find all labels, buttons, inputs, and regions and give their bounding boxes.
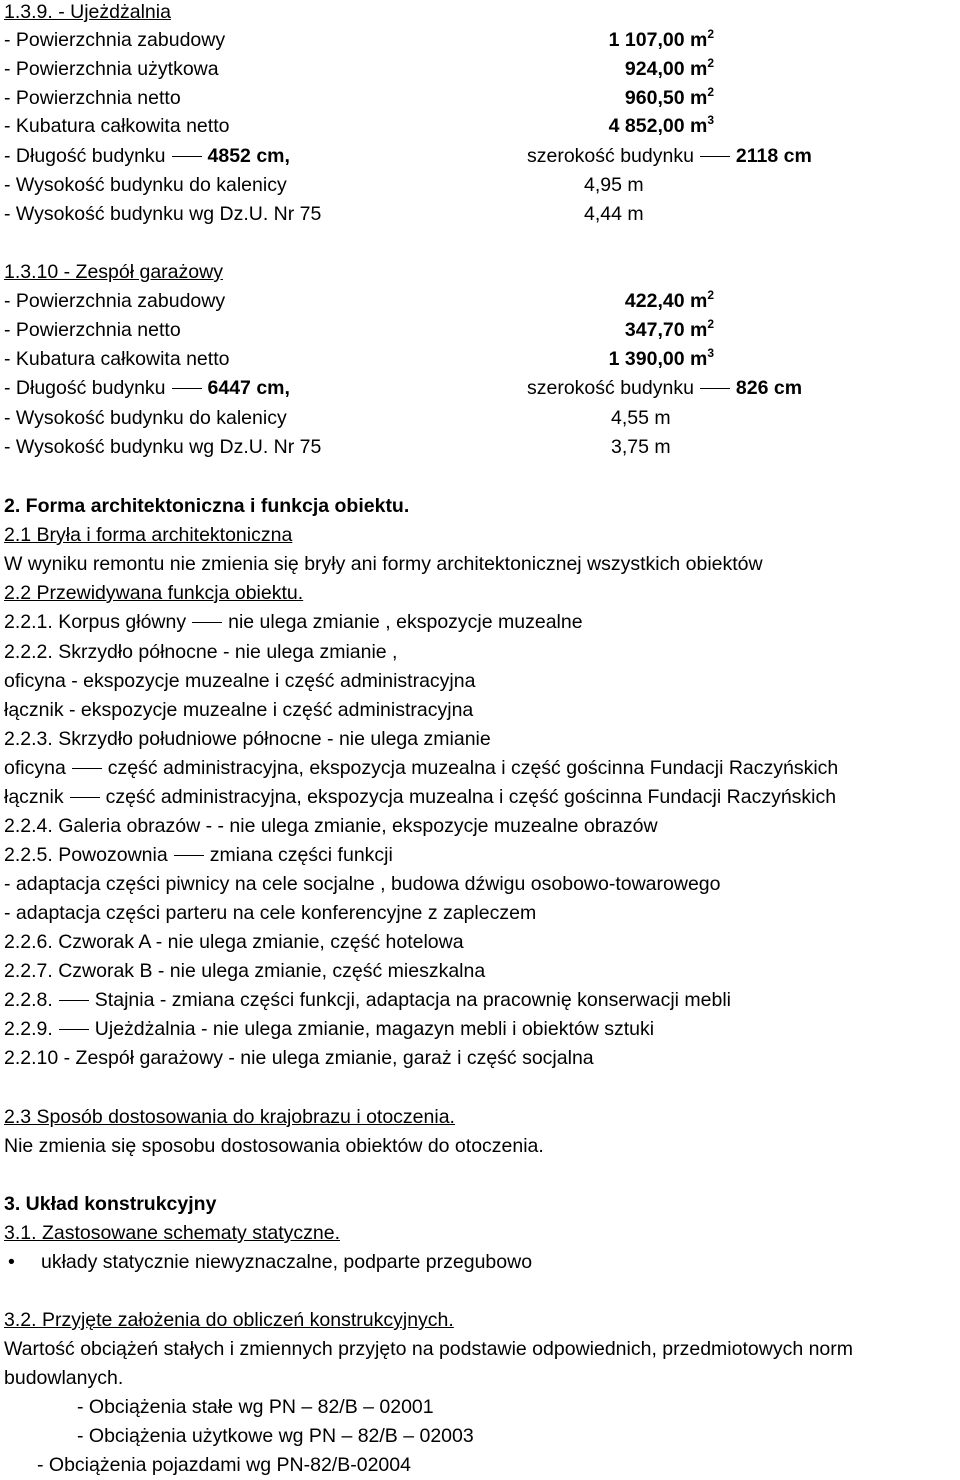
- bullet-icon: •: [8, 1251, 15, 1273]
- item-2-2-1: 2.2.1. Korpus główny nie ulega zmianie , ekspozycje muzealne: [4, 611, 583, 633]
- row-label: - Powierzchnia użytkowa: [4, 58, 219, 80]
- item-2-2-5: 2.2.5. Powozownia zmiana części funkcji: [4, 844, 393, 866]
- row-value: 3,75 m: [611, 436, 671, 458]
- row-label: - Wysokość budynku do kalenicy: [4, 174, 287, 196]
- document-page: 1.3.9. - Ujeżdżalnia - Powierzchnia zabudowy 1 107,00 $m^2$ - Powierzchnia użytkowa 924,00 $m^2$ - Powierzchnia netto 960,50 $m^2$ - Kubatura całkowita netto 4 852,00 $m^3$ - Długość budynku 4852 cm, szerokość budynku 2118 cm - Wysokość budynku do kalenicy 4,95 m - Wysokość budynku wg Dz.U. Nr 75 4,44 m 1.3.10 - Zespół garażowy - Powierzchnia zabudowy 422,40 $m^2$ - Powierzchnia netto 347,70 $m^2$ - Kubatura całkowita netto 1 390,00 $m^3$ - Długość budynku 6447 cm, szerokość budynku 826 cm - Wysokość budynku do kalenicy 4,55 m - Wysokość budynku wg Dz.U. Nr 75 3,75 m 2. Forma architektoniczna i funkcja obiektu. 2.1 Bryła i forma architektoniczna W wyniku remontu nie zmienia się bryły ani formy architektonicznej wszystkich obiektów 2.2 Przewidywana funkcja obiektu. 2.2.1. Korpus główny nie ulega zmianie , ekspozycje muzealne 2.2.2. Skrzydło północne - nie ulega zmianie , oficyna - ekspozycje muzealne i część administracyjna łącznik - ekspozycje muzealne i część administracyjna 2.2.3. Skrzydło południowe północne - nie ulega zmianie oficyna część administracyjna, ekspozycja muzealna i część gościnna Fundacji Raczyńskich łącznik część administracyjna, ekspozycja muzealna i część gościnna Fundacji Raczyńskich 2.2.4. Galeria obrazów - - nie ulega zmianie, ekspozycje muzealne obrazów 2.2.5. Powozownia zmiana części funkcji - adaptacja części piwnicy na cele socjalne , budowa dźwigu osobowo-towarowego - adaptacja części parteru na cele konferencyjne z zapleczem 2.2.6. Czworak A - nie ulega zmianie, część hotelowa 2.2.7. Czworak B - nie ulega zmianie, część mieszkalna 2.2.8. Stajnia - zmiana części funkcji, adaptacja na pracownię konserwacji mebli 2.2.9. Ujeżdżalnia - nie ulega zmianie, magazyn mebli i obiektów sztuki 2.2.10 - Zespół garażowy - nie ulega zmianie, garaż i część socjalna 2.3 Sposób dostosowania do krajobrazu i otoczenia. Nie zmienia się sposobu dostosowania obiektów do otoczenia. 3. Układ konstrukcyjny 3.1. Zastosowane schematy statyczne. • układy statycznie niewyznaczalne, podparte przegubowo 3.2. Przyjęte założenia do obliczeń konstrukcyjnych. Wartość obciążeń stałych i zmiennych przyjęto na podstawie odpowiednich, przedmiotowych norm budowlanych. - Obciążenia stałe wg PN – 82/B – 02001 - Obciążenia użytkowe wg PN – 82/B – 02003 - Obciążenia pojazdami wg PN-82/B-02004: [4, 1, 854, 1476]
- dash: [174, 855, 204, 856]
- dash: [700, 388, 730, 389]
- item-2-2-9: 2.2.9. Ujeżdżalnia - nie ulega zmianie, magazyn mebli i obiektów sztuki: [4, 1018, 655, 1040]
- row-value: 924,00 $m^2$: [624, 55, 714, 80]
- dash: [59, 1029, 89, 1030]
- load-item: - Obciążenia użytkowe wg PN – 82/B – 02003: [77, 1425, 474, 1447]
- item-2-2-2: 2.2.2. Skrzydło północne - nie ulega zmianie ,: [4, 641, 398, 663]
- dash: [192, 622, 222, 623]
- row-value: 4 852,00 $m^3$: [608, 112, 714, 137]
- row-label: - Powierzchnia netto: [4, 87, 181, 109]
- subsection-2-3: 2.3 Sposób dostosowania do krajobrazu i otoczenia.: [4, 1106, 455, 1128]
- paragraph: Nie zmienia się sposobu dostosowania obiektów do otoczenia.: [4, 1135, 544, 1157]
- paragraph: łącznik część administracyjna, ekspozycja muzealna i część gościnna Fundacji Raczyńskich: [4, 786, 837, 808]
- row-label: - Powierzchnia zabudowy: [4, 290, 226, 312]
- load-item: - Obciążenia stałe wg PN – 82/B – 02001: [77, 1396, 434, 1418]
- item-2-2-7: 2.2.7. Czworak B - nie ulega zmianie, część mieszkalna: [4, 960, 486, 982]
- row-label: - Powierzchnia zabudowy: [4, 29, 226, 51]
- row-label: - Wysokość budynku wg Dz.U. Nr 75: [4, 203, 322, 225]
- width-row: szerokość budynku 826 cm: [527, 377, 803, 399]
- paragraph: W wyniku remontu nie zmienia się bryły ani formy architektonicznej wszystkich obiektów: [4, 553, 763, 575]
- row-value: 960,50 $m^2$: [624, 84, 714, 109]
- item-2-2-10: 2.2.10 - Zespół garażowy - nie ulega zmianie, garaż i część socjalna: [4, 1047, 594, 1069]
- section-heading-3: 3. Układ konstrukcyjny: [4, 1193, 217, 1215]
- paragraph: Wartość obciążeń stałych i zmiennych przyjęto na podstawie odpowiednich, przedmiotowych norm: [4, 1338, 854, 1360]
- paragraph: oficyna część administracyjna, ekspozycja muzealna i część gościnna Fundacji Raczyńskich: [4, 757, 839, 779]
- row-value: 4,95 m: [584, 174, 644, 196]
- row-label: - Kubatura całkowita netto: [4, 115, 230, 137]
- length-row: - Długość budynku 4852 cm,: [4, 145, 290, 167]
- row-value: 1 107,00 $m^2$: [608, 26, 714, 51]
- paragraph: łącznik - ekspozycje muzealne i część administracyjna: [4, 699, 474, 721]
- dash: [700, 156, 730, 157]
- dash: [172, 388, 202, 389]
- row-label: - Wysokość budynku do kalenicy: [4, 407, 287, 429]
- section-heading-1-3-10: 1.3.10 - Zespół garażowy: [4, 261, 223, 283]
- subsection-3-1: 3.1. Zastosowane schematy statyczne.: [4, 1222, 340, 1244]
- item-2-2-8: 2.2.8. Stajnia - zmiana części funkcji, adaptacja na pracownię konserwacji mebli: [4, 989, 732, 1011]
- subsection-2-1: 2.1 Bryła i forma architektoniczna: [4, 524, 293, 546]
- row-label: - Powierzchnia netto: [4, 319, 181, 341]
- dash: [70, 797, 100, 798]
- length-row: - Długość budynku 6447 cm,: [4, 377, 290, 399]
- width-row: szerokość budynku 2118 cm: [527, 145, 812, 167]
- row-value: 4,44 m: [584, 203, 644, 225]
- subsection-3-2: 3.2. Przyjęte założenia do obliczeń konstrukcyjnych.: [4, 1309, 454, 1331]
- subsection-2-2: 2.2 Przewidywana funkcja obiektu.: [4, 582, 304, 604]
- paragraph: oficyna - ekspozycje muzealne i część administracyjna: [4, 670, 476, 692]
- paragraph: - adaptacja części piwnicy na cele socjalne , budowa dźwigu osobowo-towarowego: [4, 873, 721, 895]
- dash: [59, 1000, 89, 1001]
- row-label: - Kubatura całkowita netto: [4, 348, 230, 370]
- row-value: 422,40 $m^2$: [624, 287, 714, 312]
- item-2-2-6: 2.2.6. Czworak A - nie ulega zmianie, część hotelowa: [4, 931, 464, 953]
- item-2-2-4: 2.2.4. Galeria obrazów - - nie ulega zmianie, ekspozycje muzealne obrazów: [4, 815, 658, 837]
- dash: [72, 768, 102, 769]
- row-value: 4,55 m: [611, 407, 671, 429]
- paragraph: - adaptacja części parteru na cele konferencyjne z zapleczem: [4, 902, 537, 924]
- row-label: - Wysokość budynku wg Dz.U. Nr 75: [4, 436, 322, 458]
- row-value: 1 390,00 $m^3$: [608, 345, 714, 370]
- section-heading-1-3-9: 1.3.9. - Ujeżdżalnia: [4, 1, 171, 23]
- paragraph: budowlanych.: [4, 1367, 124, 1389]
- load-item: - Obciążenia pojazdami wg PN-82/B-02004: [37, 1454, 411, 1476]
- dash: [172, 156, 202, 157]
- row-value: 347,70 $m^2$: [624, 316, 714, 341]
- section-heading-2: 2. Forma architektoniczna i funkcja obiektu.: [4, 495, 410, 517]
- item-2-2-3: 2.2.3. Skrzydło południowe północne - nie ulega zmianie: [4, 728, 491, 750]
